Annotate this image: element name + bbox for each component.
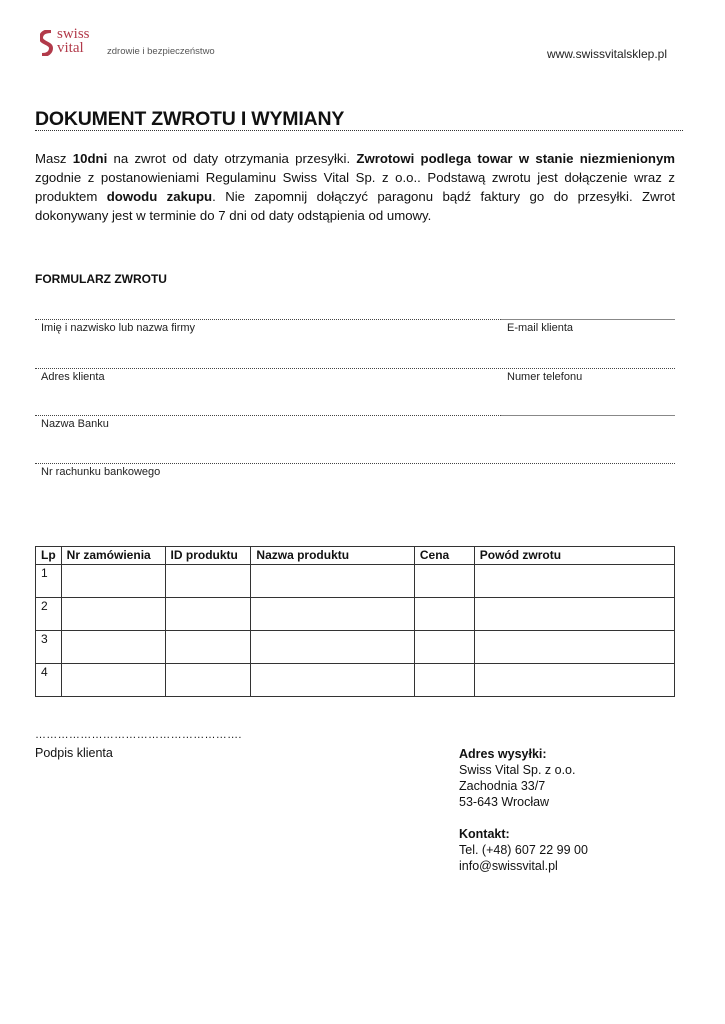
row-number: 1	[36, 565, 62, 598]
row-number: 2	[36, 598, 62, 631]
product-id-cell[interactable]	[165, 631, 251, 664]
bank-line[interactable]	[35, 415, 675, 417]
logo-word-vital: vital	[57, 40, 84, 56]
name-field-label: Imię i nazwisko lub nazwa firmy	[41, 322, 196, 334]
table-row	[36, 664, 675, 697]
row-number: 4	[36, 664, 62, 697]
phone-field-label: Numer telefonu	[507, 371, 583, 383]
table-row	[36, 598, 675, 631]
intro-days: 10dni	[72, 151, 108, 166]
product-id-cell[interactable]	[165, 598, 251, 631]
shipping-contact-block	[459, 746, 588, 874]
return-reason-cell[interactable]	[474, 565, 674, 598]
returns-table	[35, 546, 675, 697]
table-header-row	[36, 547, 675, 565]
product-id-cell[interactable]	[165, 565, 251, 598]
price-cell[interactable]	[414, 631, 474, 664]
product-id-cell[interactable]	[165, 664, 251, 697]
shipping-city: 53-643 Wrocław	[459, 795, 550, 809]
logo-word-swiss: swiss	[57, 26, 90, 42]
signature-line[interactable]: ……………………………………………….	[35, 729, 242, 741]
price-cell[interactable]	[414, 664, 474, 697]
col-product-name: Nazwa produktu	[251, 547, 414, 565]
page-title: DOKUMENT ZWROTU I WYMIANY	[35, 108, 345, 130]
intro-text-1: Masz	[35, 151, 73, 166]
form-title: FORMULARZ ZWROTU	[35, 272, 167, 286]
shipping-street: Zachodnia 33/7	[459, 779, 546, 793]
intro-proof: dowodu zakupu	[106, 189, 213, 204]
row-number: 3	[36, 631, 62, 664]
product-name-cell[interactable]	[251, 664, 414, 697]
contact-email[interactable]: info@swissvital.pl	[459, 859, 558, 873]
name-email-line[interactable]	[35, 319, 675, 321]
order-number-cell[interactable]	[61, 664, 165, 697]
col-price: Cena	[414, 547, 474, 565]
logo-mark-icon	[40, 30, 54, 56]
table-row	[36, 565, 675, 598]
col-lp: Lp	[36, 547, 62, 565]
contact-phone[interactable]: Tel. (+48) 607 22 99 00	[459, 843, 588, 857]
product-name-cell[interactable]	[251, 631, 414, 664]
return-reason-cell[interactable]	[474, 631, 674, 664]
signature-label: Podpis klienta	[35, 746, 113, 760]
return-reason-cell[interactable]	[474, 664, 674, 697]
order-number-cell[interactable]	[61, 565, 165, 598]
col-return-reason: Powód zwrotu	[474, 547, 674, 565]
account-line[interactable]	[35, 463, 675, 465]
table-row	[36, 631, 675, 664]
intro-text-3: zgodnie z postanowieniami Regulaminu Swiss Vital Sp. z o.o.. Podstawą zwrotu jest dołączenie wraz z produktem	[35, 170, 675, 204]
email-field-label: E-mail klienta	[507, 322, 574, 334]
intro-condition: Zwrotowi podlega towar w stanie niezmienionym	[356, 151, 676, 166]
col-product-id: ID produktu	[165, 547, 251, 565]
price-cell[interactable]	[414, 565, 474, 598]
price-cell[interactable]	[414, 598, 474, 631]
col-order-number: Nr zamówienia	[61, 547, 165, 565]
title-divider	[35, 130, 683, 131]
return-reason-cell[interactable]	[474, 598, 674, 631]
intro-text-4: . Nie zapomnij dołączyć paragonu bądź faktury go do przesyłki. Zwrot dokonywany jest w terminie do 7 dni od daty odstąpienia od umowy.	[35, 189, 675, 223]
order-number-cell[interactable]	[61, 631, 165, 664]
account-field-label: Nr rachunku bankowego	[41, 466, 161, 478]
address-phone-line[interactable]	[35, 368, 675, 370]
product-name-cell[interactable]	[251, 565, 414, 598]
intro-text-2: na zwrot od daty otrzymania przesyłki.	[107, 151, 357, 166]
order-number-cell[interactable]	[61, 598, 165, 631]
logo-tagline: zdrowie i bezpieczeństwo	[107, 46, 215, 57]
bank-field-label: Nazwa Banku	[41, 418, 109, 430]
website-link[interactable]: www.swissvitalsklep.pl	[546, 47, 667, 61]
shipping-heading: Adres wysyłki:	[459, 747, 547, 761]
product-name-cell[interactable]	[251, 598, 414, 631]
shipping-company: Swiss Vital Sp. z o.o.	[459, 763, 576, 777]
intro-paragraph	[35, 149, 675, 225]
contact-heading: Kontakt:	[459, 827, 510, 841]
address-field-label: Adres klienta	[41, 371, 105, 383]
